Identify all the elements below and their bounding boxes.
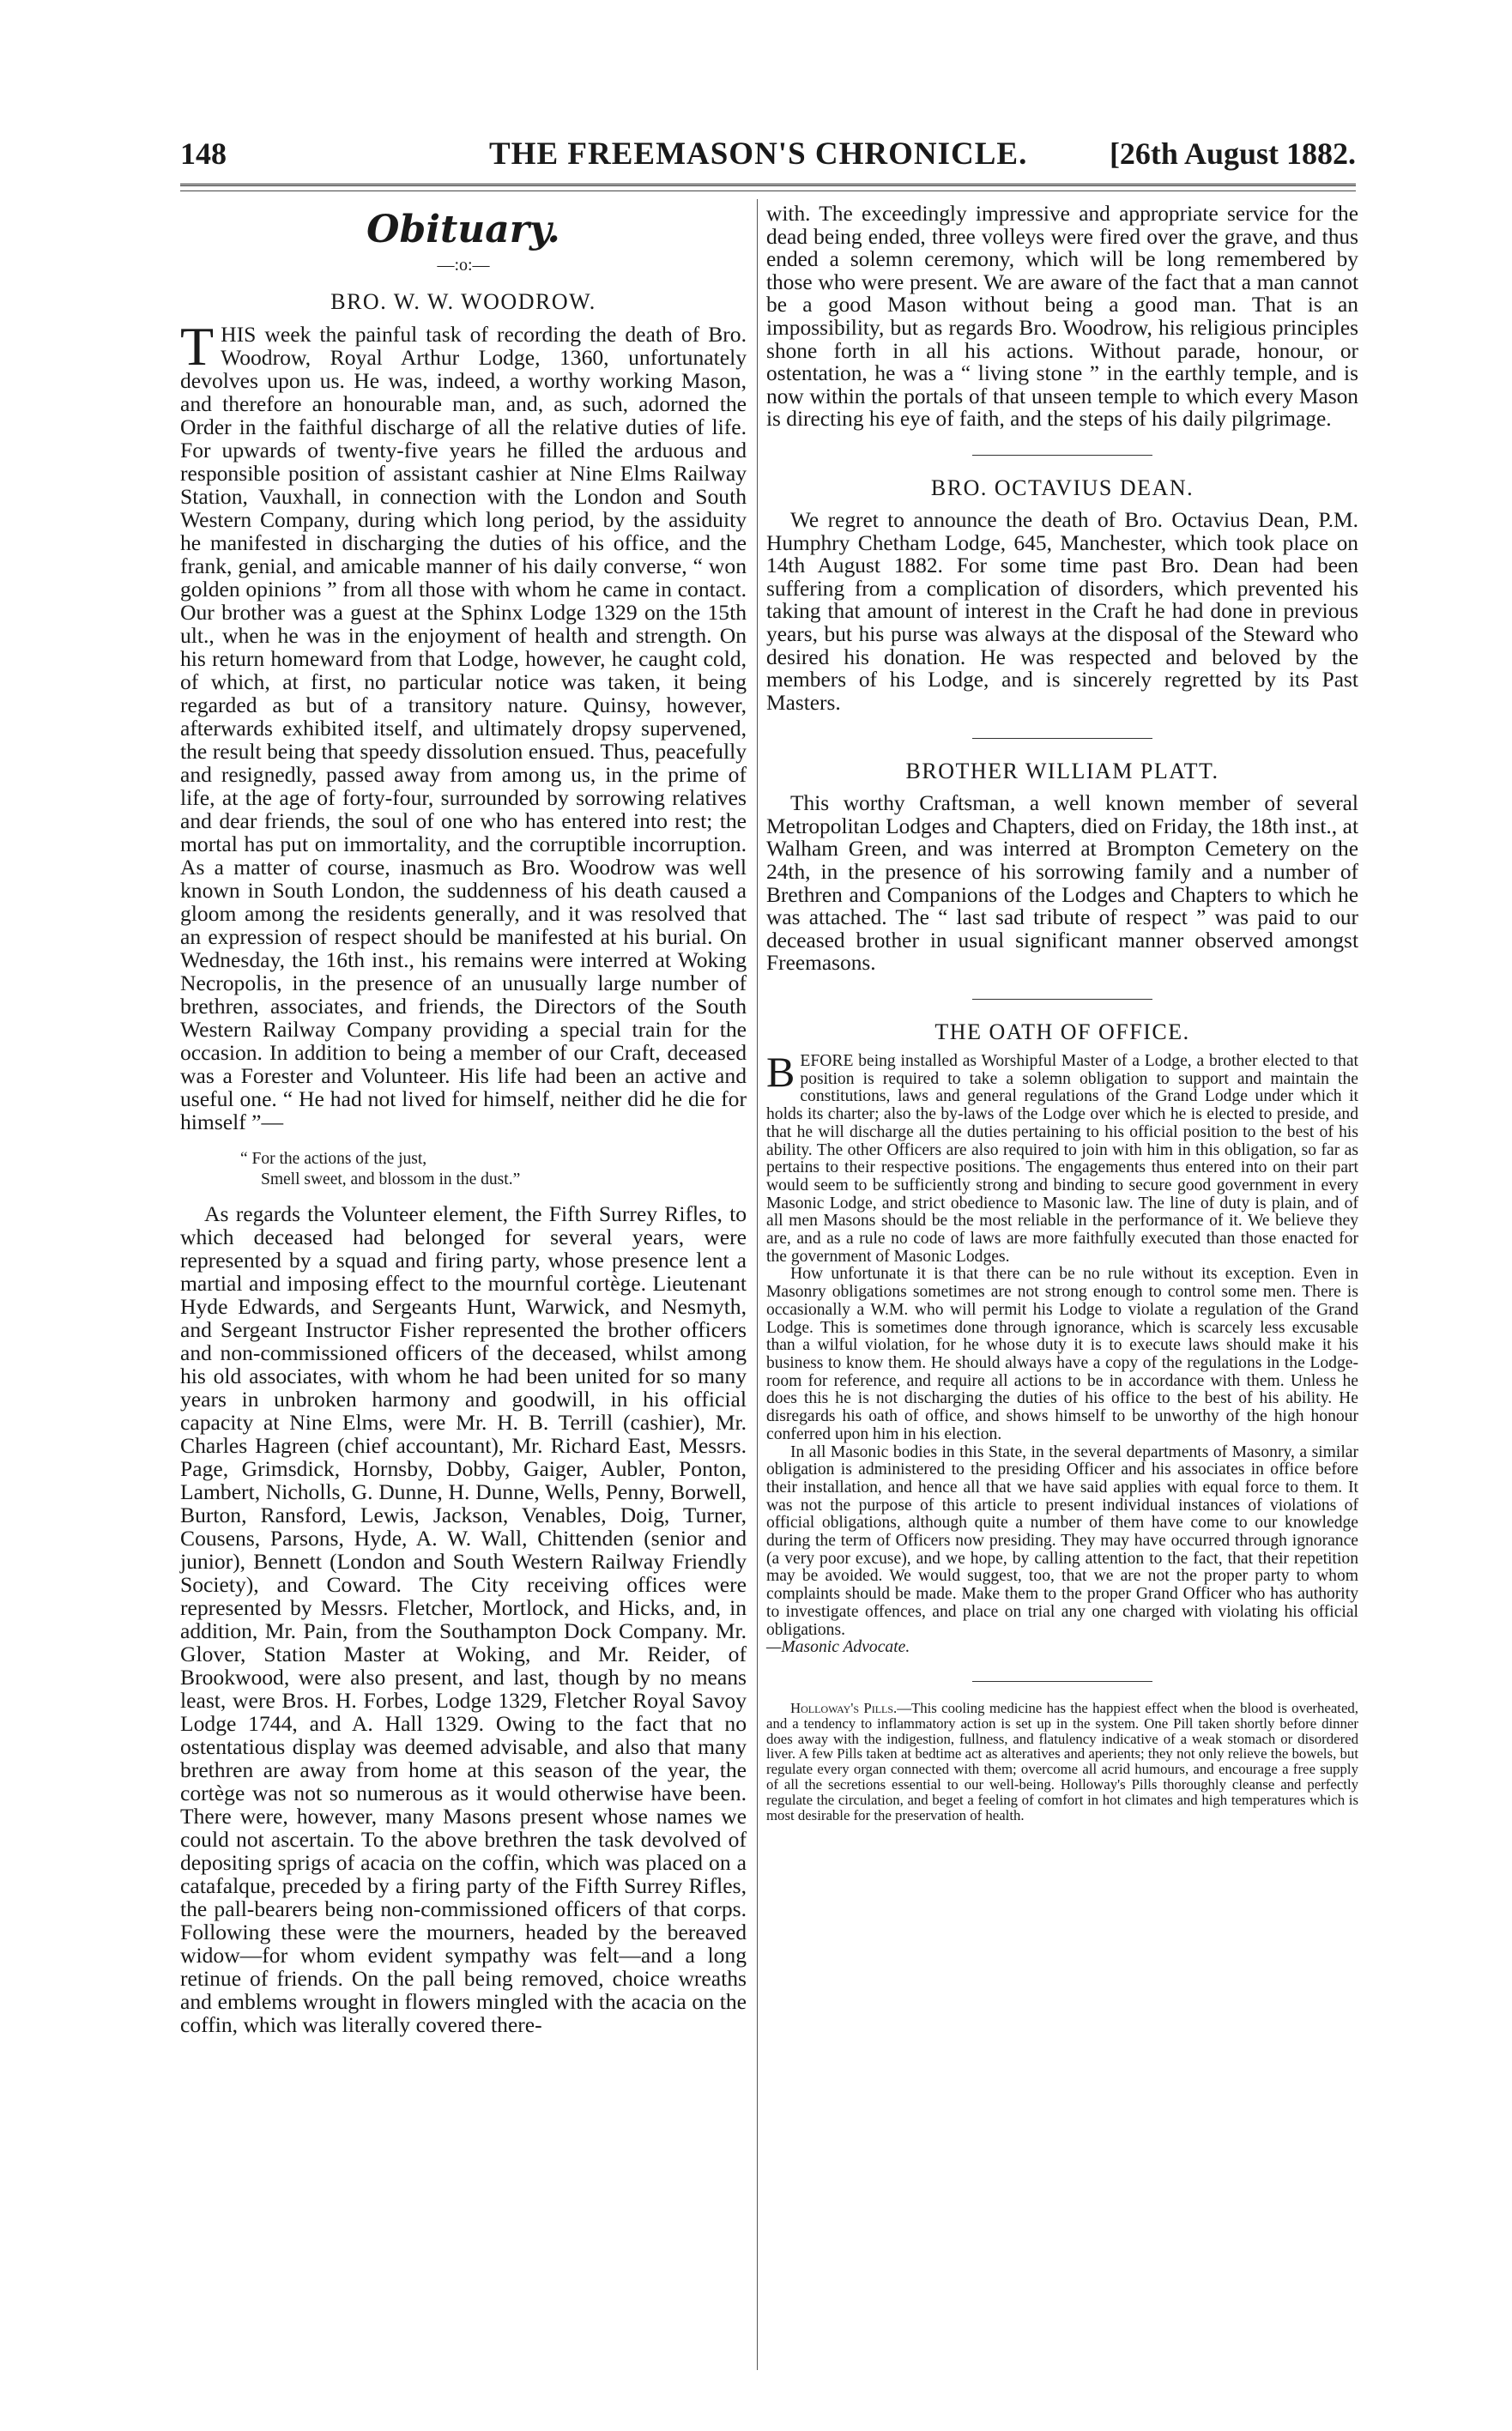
left-column [180, 203, 747, 2036]
quote-line-2: Smell sweet, and blossom in the dust.” [261, 1170, 521, 1188]
woodrow-heading: BRO. W. W. WOODROW. [330, 289, 596, 314]
masthead [180, 136, 1356, 178]
woodrow-paragraph-2: As regards the Volunteer element, the Fifth Surrey Rifles, to which deceased had belonged for several years, were represented by a squad and firing party, whose presence lent a martial and imposing effect to the mournful cortège. Lieutenant Hyde Edwards, and Sergeants Hunt, Warwick, and Nesmyth, and Sergeant Instructor Fisher represented the brother officers and non-commissioned officers of the deceased, whilst among his old associates, with whom he had been united for so many years in unbroken harmony and goodwill, in his official capacity at Nine Elms, were Mr. H. B. Terrill (cashier), Mr. Charles Hagreen (chief accountant), Mr. Richard East, Messrs. Page, Grimsdick, Hornsby, Dobby, Gaiger, Aubler, Ponton, Lambert, Nicholls, G. Dunne, H. Dunne, Wells, Penny, Borwell, Burton, Ransford, Lewis, Jackson, Venables, Doig, Turner, Cousens, Parsons, Hyde, A. W. Wall, Chittenden (senior and junior), Bennett (London and South Western Railway Friendly Society), and Coward. The City receiving offices were represented by Messrs. Fletcher, Mortlock, and Hicks, and, in addition, Mr. Pain, from the Southampton Dock Company. Mr. Glover, Station Master at Woking, and Mr. Reider, of Brookwood, were also present, and last, though by no means least, were Bros. H. Forbes, Lodge 1329, Fletcher Royal Savoy Lodge 1744, and A. Hall 1329. Owing to the fact that no ostentatious display was deemed advisable, and also that many brethren are away from home at this season of the year, the cortège was not so numerous as it would otherwise have been. There were, however, many Masons present whose names we could not ascertain. To the above brethren the task devolved of depositing sprigs of acacia on the coffin, which was placed on a catafalque, preceded by a firing party of the Fifth Surrey Rifles, the pall-bearers being non-commissioned officers of that corps. Following these were the mourners, headed by the bereaved widow—for whom evident sympathy was felt—and a long retinue of friends. On the pall being removed, choice wreaths and emblems wrought in flowers mingled with the acacia on the coffin, which was literally covered there- [180, 1201, 747, 2037]
masthead-rule [180, 190, 1356, 191]
platt-paragraph: This worthy Craftsman, a well known member of several Metropolitan Lodges and Chapters, died on Friday, the 18th inst., at Walham Green, and was interred at Brompton Cemetery on the 24th, in the presence of his sorrowing family and a number of Brethren and Companions of the Lodges and Chapters to which he was attached. The “ last sad tribute of respect ” was paid to our deceased brother in usual significant manner observed amongst Freemasons. [766, 791, 1358, 976]
oath-signature: —Masonic Advocate. [766, 1638, 910, 1657]
drop-cap-b: B [766, 1048, 795, 1097]
article-separator [972, 999, 1152, 1000]
oath-text-1: EFORE being installed as Worshipful Master of a Lodge, a brother elected to that position is required to take a solemn obligation to support and maintain the constitutions, laws and general regulations of the Grand Lodge under which it holds its charter; also the by-laws of the Lodge over which he is elected to preside, and that he will discharge all the duties pertaining to his official position to the best of his ability. The other Officers are also required to join with him in this obligation, so far as pertains to their respective positions. The engagements thus entered into on their part would seem to be sufficiently strong and binding to secure good government in every Masonic Lodge, and strict obedience to Masonic law. The line of duty is plain, and of all men Masons should be the most reliable in the performance of it. We believe they are, and as a rule no code of laws are more faithfully executed than those enacted for the government of Masonic Lodges. [766, 1052, 1358, 1266]
dean-paragraph: We regret to announce the death of Bro. Octavius Dean, P.M. Humphry Chetham Lodge, 645, Manchester, which took place on 14th August 1882. For some time past Bro. Dean had been suffering from a complication of disorders, which prevented his taking that amount of interest in the Craft he had done in previous years, but his purse was always at the disposal of the Steward who desired his donation. He was respected and beloved by the members of his Lodge, and is sincerely regretted by its Past Masters. [766, 507, 1358, 715]
section-title-obituary: Obituary. [366, 208, 560, 251]
oath-heading: THE OATH OF OFFICE. [934, 1019, 1190, 1045]
quote-line-1: “ For the actions of the just, [240, 1150, 427, 1168]
woodrow-paragraph-1 [180, 316, 747, 1134]
column-divider [757, 199, 758, 2370]
verse-quote [180, 1149, 747, 1190]
publication-title: THE FREEMASON'S CHRONICLE. [489, 136, 1028, 172]
article-separator [972, 1681, 1152, 1682]
ad-text: —This cooling medicine has the happiest effect when the blood is overheated, and a tendency to inflammatory action is set up in the system. One Pill taken shortly before dinner does away with the indigestion, fullness, and flatulency indicative of a weak stomach or disordered liver. A few Pills taken at bedtime act as alteratives and aperients; they not only relieve the bowels, but regulate every organ connected with them; overcome all acrid humours, and encourage a free supply of all the secretions essential to our well-being. Holloway's Pills thoroughly cleanse and perfectly regulate the circulation, and beget a feeling of comfort in hot climates and high temperatures which is most desirable for the preservation of health. [766, 1699, 1358, 1823]
holloway-advertisement [766, 1701, 1358, 1823]
dean-heading: BRO. OCTAVIUS DEAN. [930, 475, 1194, 500]
woodrow-continuation: with. The exceedingly impressive and appropriate service for the dead being ended, three volleys were fired over the grave, and thus ended a solemn ceremony, which will be long remembered by those who were present. We are aware of the fact that a man cannot be a good Mason without being a good man. That is an impossibility, but as regards Bro. Woodrow, his religious principles shone forth in all his actions. Without parade, honour, or ostentation, he was a “ living stone ” in the earthly temple, and is now within the portals of that unseen temple to which every Mason is directing his eye of faith, and the steps of his daily pilgrimage. [766, 202, 1358, 432]
page-number: 148 [180, 136, 227, 171]
article-separator [972, 455, 1152, 456]
platt-heading: BROTHER WILLIAM PLATT. [905, 759, 1219, 784]
oath-paragraph-2: How unfortunate it is that there can be no rule without its exception. Even in Masonry obligations sometimes are not strong enough to control some men. There is occasionally a W.M. who will permit his Lodge to violate a regulation of the Grand Lodge. This is sometimes done through ignorance, which is scarcely less excusable than a wilful violation, for he whose duty it is to execute laws should make it his business to know them. He should always have a copy of the regulations in the Lodge-room for reference, and require all actions to be in accordance with them. Unless he does this he is not discharging the duties of his office to the best of his ability. He disregards his oath of office, and shows himself to be unworthy of the high honour conferred upon him in his election. [766, 1265, 1358, 1443]
right-column [766, 203, 1358, 1823]
issue-date: [26th August 1882. [1109, 136, 1356, 171]
woodrow-text-1: HIS week the painful task of recording the death of Bro. Woodrow, Royal Arthur Lodge, 1360, unfortunately devolves upon us. He was, indeed, a worthy working Mason, and therefore an honourable man, and, as such, adorned the Order in the faithful discharge of all the relative duties of life. For upwards of twenty-five years he filled the arduous and responsible position of assistant cashier at Nine Elms Railway Station, Vauxhall, in connection with the London and South Western Company, during which long period, by the assiduity he manifested in discharging the duties of his office, and the frank, genial, and amicable manner of his daily converse, “ won golden opinions ” from all those with whom he came in contact. Our brother was a guest at the Sphinx Lodge 1329 on the 15th ult., when he was in the enjoyment of health and strength. On his return homeward from that Lodge, however, he caught cold, of which, at first, no particular notice was taken, it being regarded as but of a transitory nature. Quinsy, however, afterwards exhibited itself, and ultimately dropsy supervened, the result being that speedy dissolution ensued. Thus, peacefully and resignedly, passed away from among us, in the prime of life, at the age of forty-four, surrounded by sorrowing relatives and dear friends, the soul of one who has entered into rest; the mortal has put on immortality, and the corruptible incorruption. As a matter of course, inasmuch as Bro. Woodrow was well known in South London, the suddenness of his death caused a gloom among the residents generally, and it was resolved that an expression of respect should be manifested at his burial. On Wednesday, the 16th inst., his remains were interred at Woking Necropolis, in the presence of an unusually large number of brethren, associates, and friends, the Directors of the South Western Railway Company providing a special train for the occasion. In addition to being a member of our Craft, deceased was a Forester and Volunteer. His life had been an active and useful one. “ He had not lived for himself, neither did he die for himself ”— [180, 322, 747, 1134]
masthead-double-rule [180, 184, 1356, 186]
ad-lead: Holloway's Pills. [790, 1699, 898, 1716]
article-separator [972, 738, 1152, 739]
drop-cap-t: T [180, 316, 215, 377]
section-ornament: —:o:— [437, 256, 490, 275]
oath-paragraph-3: In all Masonic bodies in this State, in the several departments of Masonry, a similar obligation is administered to the presiding Officer and his associates in office before their installation, and hence all that we have said applies with equal force to them. It was not the purpose of this article to present individual instances of violations of official obligations, although quite a number of them have come to our knowledge during the term of Officers now presiding. They may have occurred through ignorance (a very poor excuse), and we hope, by calling attention to the fact, that their repetition may be avoided. We would suggest, too, that we are not the proper party to whom complaints should be made. Make them to the proper Grand Officer who has authority to investigate offences, and place on trial any one charged with violating his official obligations. [766, 1442, 1358, 1639]
oath-paragraph-1 [766, 1048, 1358, 1266]
